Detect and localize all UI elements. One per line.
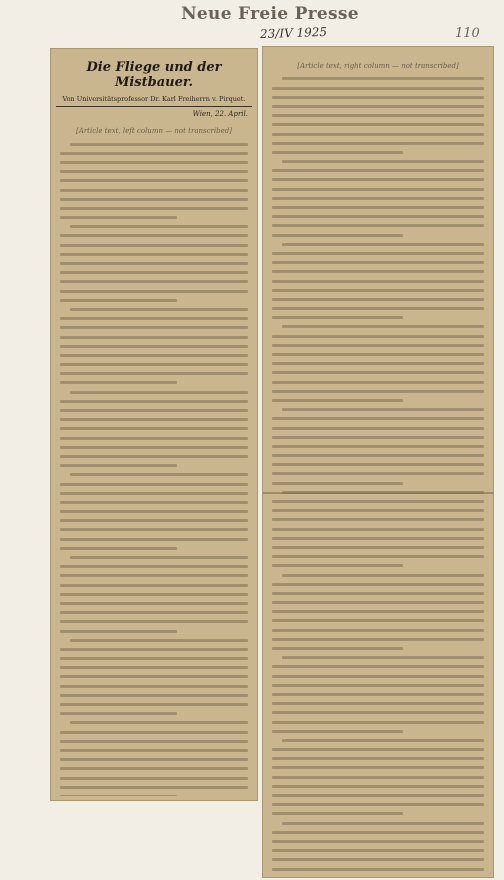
text-line (282, 243, 484, 246)
text-line (272, 629, 484, 632)
text-line (282, 739, 484, 742)
text-line (60, 299, 177, 302)
text-line (282, 77, 484, 80)
text-line (272, 831, 484, 834)
text-line (60, 216, 177, 219)
text-line (60, 630, 177, 633)
text-line (272, 436, 484, 439)
text-line (272, 537, 484, 540)
text-line (60, 290, 248, 293)
text-line (60, 584, 248, 587)
text-line (272, 289, 484, 292)
text-line (272, 307, 484, 310)
text-line (272, 730, 403, 733)
text-line (272, 344, 484, 347)
text-line (60, 363, 248, 366)
text-line (60, 593, 248, 596)
text-line (272, 206, 484, 209)
text-line (272, 684, 484, 687)
text-line (272, 142, 484, 145)
text-line (272, 252, 484, 255)
text-line (70, 721, 248, 724)
text-line (272, 601, 484, 604)
text-line (60, 565, 248, 568)
text-line (60, 179, 248, 182)
text-line (282, 408, 484, 411)
text-line (60, 244, 248, 247)
text-line (272, 445, 484, 448)
text-line (60, 455, 248, 458)
text-line (60, 666, 248, 669)
text-line (70, 473, 248, 476)
text-line (272, 114, 484, 117)
text-line (60, 262, 248, 265)
text-line (272, 188, 484, 191)
text-line (272, 555, 484, 558)
text-line (272, 298, 484, 301)
text-line (60, 427, 248, 430)
text-lines-left (60, 143, 248, 796)
text-line (60, 749, 248, 752)
text-line (282, 160, 484, 163)
text-line (272, 619, 484, 622)
text-line (272, 518, 484, 521)
text-line (272, 371, 484, 374)
text-line (272, 702, 484, 705)
text-line (60, 685, 248, 688)
text-line (272, 472, 484, 475)
text-line (272, 399, 403, 402)
text-line (60, 538, 248, 541)
article-header (56, 54, 252, 107)
text-line (70, 143, 248, 146)
text-line (272, 381, 484, 384)
text-line (272, 748, 484, 751)
text-line (60, 317, 248, 320)
text-line (272, 215, 484, 218)
text-line (272, 151, 403, 154)
text-line (282, 822, 484, 825)
text-line (60, 464, 177, 467)
text-line (272, 757, 484, 760)
text-line (272, 675, 484, 678)
text-line (60, 611, 248, 614)
text-line (272, 105, 484, 108)
text-line (60, 657, 248, 660)
text-line (60, 409, 248, 412)
text-line (60, 372, 248, 375)
text-line (282, 491, 484, 494)
text-line (60, 437, 248, 440)
text-line (272, 500, 484, 503)
text-line (60, 712, 177, 715)
text-line (60, 152, 248, 155)
text-line (60, 280, 248, 283)
text-line (70, 556, 248, 559)
text-line (60, 354, 248, 357)
text-line (70, 308, 248, 311)
text-line (60, 253, 248, 256)
text-line (60, 400, 248, 403)
text-line (60, 547, 177, 550)
text-line (272, 564, 403, 567)
text-line (272, 858, 484, 861)
text-line (272, 721, 484, 724)
text-line (60, 703, 248, 706)
text-line (60, 336, 248, 339)
text-line (272, 638, 484, 641)
text-line (60, 731, 248, 734)
text-line (272, 224, 484, 227)
text-line (272, 169, 484, 172)
text-line (272, 133, 484, 136)
text-line (70, 225, 248, 228)
text-line (60, 795, 177, 796)
text-line (60, 418, 248, 421)
text-line (60, 483, 248, 486)
text-line (60, 492, 248, 495)
text-line (60, 574, 248, 577)
text-line (60, 648, 248, 651)
text-line (60, 777, 248, 780)
text-line (272, 427, 484, 430)
text-line (272, 868, 484, 871)
text-line (272, 509, 484, 512)
text-line (60, 170, 248, 173)
text-line (60, 207, 248, 210)
text-line (272, 693, 484, 696)
text-line (272, 280, 484, 283)
text-line (282, 656, 484, 659)
text-line (60, 767, 248, 770)
text-line (60, 694, 248, 697)
text-line (60, 234, 248, 237)
text-line (272, 482, 403, 485)
article-headline: Die Fliege und der Mistbauer. (86, 60, 222, 90)
text-line (272, 197, 484, 200)
text-line (60, 740, 248, 743)
text-line (272, 362, 484, 365)
text-line (272, 178, 484, 181)
text-line (60, 271, 248, 274)
text-line (272, 335, 484, 338)
text-line (272, 840, 484, 843)
text-line (60, 528, 248, 531)
text-line (272, 546, 484, 549)
text-line (272, 353, 484, 356)
text-line (60, 326, 248, 329)
text-line (272, 592, 484, 595)
text-line (282, 574, 484, 577)
text-line (272, 234, 403, 237)
text-line (272, 610, 484, 613)
text-line (272, 849, 484, 852)
text-line (60, 510, 248, 513)
article-dateline: Wien, 22. April. (192, 110, 248, 118)
text-line (272, 270, 484, 273)
text-line (272, 87, 484, 90)
text-line (272, 665, 484, 668)
text-line (272, 528, 484, 531)
text-line (60, 501, 248, 504)
text-line (272, 390, 484, 393)
text-line (272, 812, 403, 815)
article-column-right (268, 54, 488, 872)
article-column-left (56, 110, 252, 796)
text-line (272, 776, 484, 779)
text-line (272, 261, 484, 264)
text-line (272, 96, 484, 99)
text-line (272, 463, 484, 466)
text-line (60, 602, 248, 605)
text-line (60, 675, 248, 678)
archive-number: 110 (455, 26, 480, 41)
text-line (60, 345, 248, 348)
text-line (272, 647, 403, 650)
text-line (282, 325, 484, 328)
text-line (272, 123, 484, 126)
text-line (272, 417, 484, 420)
text-line (70, 391, 248, 394)
text-line (272, 454, 484, 457)
text-line (272, 785, 484, 788)
text-line (272, 316, 403, 319)
text-line (60, 381, 177, 384)
text-line (60, 446, 248, 449)
text-line (60, 786, 248, 789)
article-text-right: [Article text, right column — not transcribed] (297, 62, 459, 70)
text-line (272, 794, 484, 797)
text-line (60, 519, 248, 522)
text-line (60, 189, 248, 192)
text-line (272, 766, 484, 769)
text-line (272, 583, 484, 586)
handwritten-date: 23/IV 1925 (259, 24, 328, 42)
masthead: Neue Freie Presse (181, 4, 359, 24)
text-lines-right (272, 77, 484, 872)
text-line (60, 758, 248, 761)
text-line (60, 161, 248, 164)
article-text-left: [Article text, left column — not transcribed] (76, 127, 232, 136)
text-line (60, 620, 248, 623)
text-line (272, 711, 484, 714)
text-line (272, 803, 484, 806)
text-line (70, 639, 248, 642)
text-line (60, 198, 248, 201)
article-byline: Von Universitätsprofessor Dr. Karl Freiherrn v. Pirquet. (62, 95, 246, 103)
